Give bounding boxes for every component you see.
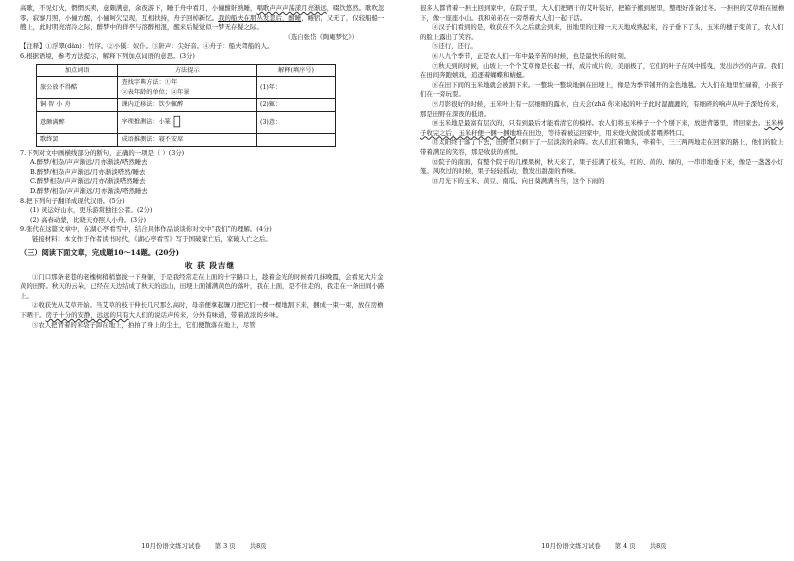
article-paragraph: ①门口那条老巷的老槐树稍稍靠拢一下身躯，于是我经常走在上面的十字路口上，趁着金光的时候看几抹晚霞，会看见大片金黄的田野。秋天的云朵，已经在天边结成了秋天的远山，田埂上面铺满黄色的落叶，我在上面，是不住走的，我走在一条田间小路上。 <box>20 272 385 300</box>
table-cell: 歌终罢 <box>37 133 118 146</box>
article-paragraph: ⑨月影很好的时候，玉米叶上有一层细细的露水，白天会(zhā 你来)起的叶子此时湿漉漉的，有细碎的响声从叶子深处传来，那是田野在深夜的低语。 <box>420 99 783 118</box>
article-paragraph: ⑪太阳终于落了下去，田野里只剩下了一层淡淡的余晖。农人们扛着锄头，牵着牛，三三两两地走在回家的路上，他们的脸上带着满足的笑容，那是收获的喜悦。 <box>420 138 784 156</box>
source-citation: （选自张岱《陶庵梦忆》） <box>284 32 358 41</box>
option-b[interactable]: B.醉梦/相杂声声渐远/月亦渐淡嗒然/睡去 <box>30 167 146 176</box>
wavy-underlined-text: 玉米棒子收完之后，玉米秆便一捆一捆地 <box>420 119 784 137</box>
table-cell: 查找字典方法：①年 ②表年龄的单位；④年景 <box>118 77 257 99</box>
page-footer: 10月份语文练习试卷 第 3 页 共8页 <box>141 542 267 551</box>
annotation-note: 【注释】①浮翠(dàn)：竹序。②小傒：奴仆。③鼾声：尖好音。④舟子：船夫驾船的人。 <box>20 42 274 51</box>
table-header: 方法提示 <box>118 64 257 77</box>
wavy-underlined-text: 房子十分的安静，远远的只有 <box>45 311 129 320</box>
table-cell: 铜 智 小 舟 <box>37 99 118 112</box>
table-row <box>37 77 336 99</box>
question-7-title: 7.下列对文中画横线部分的断句，正确的一项是（ ）(3分) <box>20 148 185 157</box>
table-row <box>37 133 336 146</box>
answer-cell[interactable] <box>257 133 336 146</box>
option-a[interactable]: A.醉梦/相杂/声声渐远/月亦渐淡/嗒然睡去 <box>30 158 148 167</box>
article-paragraph: ②收获先从艾草开始。当艾草的枝干伸长几尺那么高时，母亲便拿起镰刀把它们一棵一棵地割下来，捆成一束一束，放在房檐下晒干。房子十分的安静，远远的只有大人们的说话声传来，分外有味道，带着浓浓的乡味。 <box>20 301 384 320</box>
article-paragraph: 很多人都背着一担土回到家中，在院子里，大人们把晒干的艾叶装好，把箱子搬到屋里，整理好准备过冬。一担担的艾草堆在屋檐下，像一座座小山。我和弟弟在一旁帮着大人们一起干活。 <box>420 4 785 22</box>
question-6-title: 6.根据语境，参考方法提示，解释下列加点词语的意思。(3分) <box>20 51 195 60</box>
question-6-table <box>36 64 336 147</box>
question-8-item: (2) 高舂动蒙，比晓天亦照人小舟。(3分) <box>30 215 146 224</box>
table-cell: 成语推测法：寝不安席 <box>118 133 257 146</box>
article-paragraph: ⑦秋天到的时候，山坡上一个个艾草像是长起一样，成片成片的，美丽极了，它们的叶子在风中摇曳，发出沙沙的声音。我们在田间奔跑嬉戏，追逐着蝴蝶和蜻蜓。 <box>420 61 784 80</box>
question-8-title: 8.把下列句子翻译成现代汉语。(5分) <box>20 196 125 205</box>
table-cell: 意颇满醉 <box>37 111 118 133</box>
section-3-heading: （三）阅读下面文章，完成题10～14题。(20分) <box>20 248 179 258</box>
question-9-title: 9.张代在这篇文章中，在湖心亭看雪中，结合具体作品谈谈你对文中“我们”的理解。(4分) <box>20 225 272 234</box>
page-right <box>420 4 788 552</box>
page-footer: 10月份语文练习试卷 第 4 页 共8页 <box>541 542 667 551</box>
table-cell: 课内迁移法：饮少辄醉 <box>118 99 257 112</box>
passage-text: 高歌，不见灯火，惘惘买卖，意颇满意，余夜游下，睡于舟中看月，小僮酣鼾熟睡，唱歌声声声荡漾月亮渐远，啜饮悠然。歌吹忽零，寂寥月照，小僮方醒，小僮呵欠呈现，互相扶持，舟子回棹新忆。我的船夫在朋丛发忽后，酣睡，蜷宿，又无了，仅较船船一艘上，此时明亮清冷之际，醉梦中的佯亭与溶醉相混，醒来后疑觉似一梦无存疑之际。 <box>20 4 385 32</box>
table-cell: 旅公放不得酷 <box>37 77 118 99</box>
underlined-sentence: 我的船夫在朋丛发忽后，酣睡 <box>218 13 302 22</box>
article-paragraph: ⑥八九个季节，正是农人们一年中最辛苦的时候，也是最快乐的时刻。 <box>432 51 631 60</box>
link-material: 链接材料：本文作于作者读书时代，《湖心亭看雪》写于国破家亡后，家破人亡之后。 <box>32 234 272 243</box>
table-header: 解释(填序号) <box>257 64 336 77</box>
option-c[interactable]: C.醉梦相杂/声声渐远/月亦/渐淡嗒然睡去 <box>30 177 146 186</box>
table-row <box>37 99 336 112</box>
article-paragraph: ⑫院子的南面，有整个院子的几棵果树，秋天来了，果子挂满了枝头，红的、黄的、绿的，一串串地垂下来，像是一盏盏小灯笼。风吹过的时候，果子轻轻摇动，散发出甜甜的香味。 <box>420 157 784 176</box>
table-row <box>37 111 336 133</box>
answer-cell[interactable]: (2)辄： <box>257 99 336 112</box>
option-d[interactable]: D.醉梦/相杂/声声渐远/月亦渐淡/嗒然睡去 <box>30 186 148 195</box>
article-paragraph: ⑩玉米地是最富有层次的，只有到最后才能看清它的模样。农人们将玉米棒子一个个掰下来，放进背篓里，背回家去。玉米棒子收完之后，玉米秆便一捆一捆地堆在田边，等待着被运回家中，用来烧火做饭或者喂养牲口。 <box>420 119 784 137</box>
table-cell: 字理推测法：小篆 𥃀 <box>118 111 257 133</box>
article-paragraph: ⑬月光下的玉米、黄豆、南瓜、向日葵满满当当，这个下雨的 <box>432 176 605 185</box>
answer-cell[interactable]: (1)年： <box>257 77 336 99</box>
wavy-underlined-text: 唱歌声声声荡漾月亮渐远 <box>256 4 327 12</box>
article-paragraph: ⑤还行，还行。 <box>432 42 477 51</box>
seal-script-glyph: 𥃀 <box>172 114 181 130</box>
page-left <box>20 4 388 552</box>
article-title: 收 获 段吉继 <box>184 261 236 271</box>
article-paragraph: ④汉子们看到的是，收获在不久之后就会到来，田地里的庄稼一天天地成熟起来，谷子垂下了头，玉米的穗子变黄了，农人们的脸上露出了笑容。 <box>420 23 784 41</box>
answer-cell[interactable]: (3)意： <box>257 111 336 133</box>
article-paragraph: ③农人把背着的米袋子卸在地上，拍拍了身上的尘土，它们便散落在地上，尽管 <box>32 320 256 329</box>
article-paragraph: ⑧在田下间的玉米地就会被割下来。一整块一整块地倒在田埂上，像是为季节铺开的金色地毯。大人们在地里忙碌着，小孩子们在一旁玩耍。 <box>420 80 784 99</box>
table-header: 加点词语 <box>37 64 118 77</box>
question-8-item: (1) 灵运好山水，更乐游赏独往公者。(2分) <box>30 206 153 215</box>
